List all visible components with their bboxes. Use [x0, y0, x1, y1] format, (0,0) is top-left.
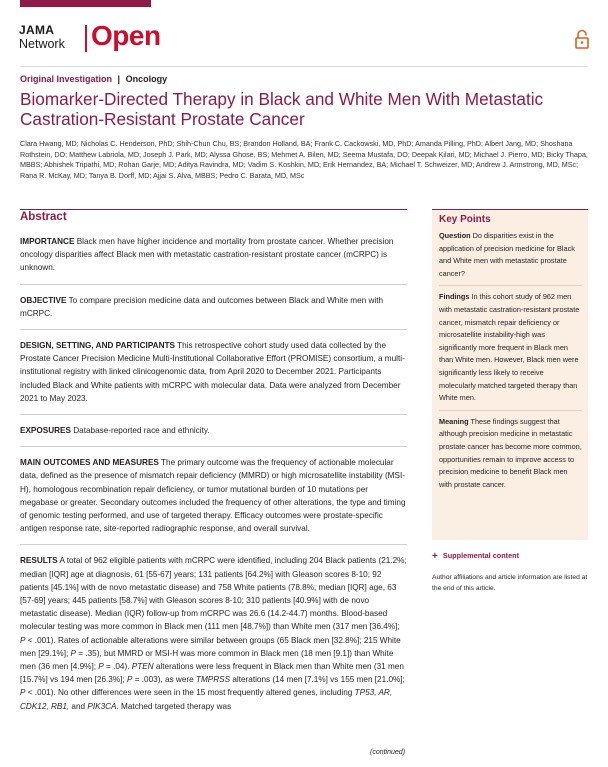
- abstract-importance: [20, 235, 407, 285]
- results-text-2: < .001). Rates of actionable alterations were similar between groups (65 Black men [32.8%]; 215 White men [29.1%];: [20, 635, 401, 658]
- outcomes-label: MAIN OUTCOMES AND MEASURES: [20, 458, 159, 468]
- article-topic[interactable]: Oncology: [125, 74, 168, 84]
- results-text-7: alterations (14 men [7.1%] vs 155 men [21.0%];: [230, 675, 405, 685]
- results-text-10: . Matched targeted therapy was: [116, 701, 232, 711]
- abstract-heading: Abstract: [20, 211, 67, 223]
- open-access-lock-icon[interactable]: [574, 29, 590, 49]
- gene-name: PIK3CA: [87, 701, 117, 711]
- abstract-body: [20, 235, 407, 731]
- plus-icon: +: [432, 551, 438, 562]
- p-value-label: P: [70, 648, 76, 658]
- results-text-8: < .001). No other differences were seen in the 15 most frequently altered genes, including: [25, 688, 353, 698]
- abstract-outcomes: [20, 456, 407, 545]
- design-text: This retrospective cohort study used data collected by the Prostate Cancer Precision Medicine Multi-Institutional Collaborative Effort (PROMISE) consortium, a multi-institutional registry with linked clinicogenomic data, from April 2020 to December 2021. Participants included Black and White patients with mCRPC with molecular data. Data were analyzed from December 2021 to May 2023.: [20, 341, 405, 403]
- gene-name: TMPRSS: [195, 675, 231, 685]
- author-list: Clara Hwang, MD; Nicholas C. Henderson, PhD; Shih-Chun Chu, BS; Brandon Holland, BA; Frank C. Cackowski, MD, PhD; Amanda Pilling, PhD; Albert Jang, MD; Shoshana Rothstein, DO; Matthew Labriola, MD; Joseph J. Park, MD; Alyssa Ghose, BS; Mehmet A. Bilen, MD; Seema Mustafa, DO; Deepak Kilari, MD; Michael J. Pierro, MD; Bicky Thapa, MBBS; Abhishek Tripathi, MD; Rohan Garje, MD; Aditya Ravindra, MD; Vadim S. Koshkin, MD; Erik Hernandez, BA; Michael T. Schweizer, MD; Andrew J. Armstrong, MD, MSc; Rana R. McKay, MD; Tanya B. Dorff, MD; Ajjai S. Alva, MBBS; Pedro C. Barata, MD, MSc: [20, 139, 588, 180]
- abstract-top-rule: [20, 209, 407, 210]
- abstract-exposures: [20, 424, 407, 447]
- meaning-label: Meaning: [439, 416, 469, 426]
- importance-text: Black men have higher incidence and mortality from prostate cancer. Whether precision oncology disparities affect Black men with metastatic castration-resistant prostate cancer (mCRPC) is unknown.: [20, 237, 394, 273]
- key-points-heading: Key Points: [439, 214, 491, 225]
- objective-label: OBJECTIVE: [20, 295, 67, 305]
- top-accent-bar: [20, 0, 151, 7]
- findings-label: Findings: [439, 292, 470, 302]
- exposures-label: EXPOSURES: [20, 426, 71, 436]
- article-title: Biomarker-Directed Therapy in Black and White Men With Metastatic Castration-Resistant Prostate Cancer: [20, 89, 544, 129]
- logo-jama-text: JAMA: [19, 23, 55, 37]
- supplemental-content-label: Supplemental content: [442, 551, 520, 560]
- abstract-objective: [20, 294, 407, 330]
- article-type-label: [20, 74, 167, 84]
- design-label: DESIGN, SETTING, AND PARTICIPANTS: [20, 341, 175, 351]
- logo-network-text: Network: [19, 37, 65, 51]
- article-type-separator: |: [117, 74, 121, 84]
- results-text-9: and: [69, 701, 86, 711]
- p-value-label: P: [126, 675, 133, 685]
- p-value-label: P: [20, 688, 26, 698]
- objective-text: To compare precision medicine data and outcomes between Black and White men with mCRPC.: [20, 295, 384, 318]
- author-affiliations-note: Author affiliations and article information are listed at the end of this article.: [432, 574, 588, 592]
- importance-label: IMPORTANCE: [20, 237, 75, 246]
- key-points-question: [439, 230, 582, 286]
- findings-text: In this cohort study of 962 men with metastatic castration-resistant prostate cancer, mismatch repair deficiency or microsatellite instability-high was significantly more frequent in Black men than White men. However, Black men were significantly less likely to receive molecularly matched targeted therapy than White men.: [439, 292, 580, 403]
- key-points-findings: [439, 291, 582, 410]
- logo-open-text: Open: [91, 20, 161, 51]
- gene-name: PTEN: [131, 662, 154, 672]
- outcomes-text: The primary outcome was the frequency of actionable molecular data, defined as the presence of mismatch repair deficiency (MMRD) or high microsatellite instability (MSI-H), homologous recombination repair deficiency, or tumor mutational burden of 10 mutations per megabase or greater. Secondary outcomes included the frequency of other alterations, the type and timing of genomic testing performed, and use of targeted therapy. Efficacy outcomes were prostate-specific antigen response rate, site-reported radiographic response, and overall survival.: [20, 458, 406, 534]
- results-text-1: A total of 962 eligible patients with mCRPC were identified, including 204 Black patients (21.2%; median [IQR] age at diagnosis, 61 [55-67] years; 131 patients [64.2%] with Gleason scores 8-10; 92 patients [45.1%] with de novo metastatic disease) and 758 White patients (78.8%; median [IQR] age, 63 [57-69] years; 445 patients [58.7%] with Gleason scores 8-10; 310 patients [40.9%] with de novo metastatic disease). Median (IQR) follow-up from mCRPC was 26.6 (14.2-44.7) months. Blood-based molecular testing was more common in Black men (111 men [48.7%]) than White men (317 men [36.4%];: [20, 556, 407, 632]
- header-divider: [20, 66, 588, 67]
- question-text: Do disparities exist in the application of precision medicine for Black and White men with metastatic prostate cancer?: [439, 231, 575, 278]
- key-points-body: [439, 230, 582, 501]
- results-text-5: alterations were less frequent in Black men than White men (31 men [15.7%] vs 194 men [26.3%];: [20, 662, 404, 685]
- results-text-4: = .04).: [103, 662, 130, 672]
- question-label: Question: [439, 231, 471, 240]
- abstract-design: [20, 339, 407, 415]
- results-text-6: = .003), as were: [132, 675, 194, 685]
- continued-label: (continued): [370, 749, 406, 756]
- article-type[interactable]: Original Investigation: [20, 74, 113, 84]
- results-text-3: = .35), but MMRD or MSI-H was more common in Black men (18 men [9.1]) than White men (36 men [4.9%];: [20, 648, 394, 672]
- key-points-box: [432, 209, 588, 540]
- supplemental-content-link[interactable]: [432, 551, 519, 562]
- p-value-label: P: [20, 635, 26, 645]
- meaning-text: These findings suggest that although precision medicine in metastatic prostate cancer has become more common, opportunities remain to improve access to precision medicine to benefit Black men with prostate cancer.: [439, 416, 582, 489]
- exposures-text: Database-reported race and ethnicity.: [73, 426, 210, 436]
- key-points-meaning: [439, 416, 582, 497]
- gene-name: TP53, AR, CDK12, RB1,: [20, 688, 393, 711]
- abstract-results: [20, 554, 407, 721]
- results-label: RESULTS: [20, 556, 58, 566]
- logo-divider: [85, 25, 87, 52]
- p-value-label: P: [98, 662, 104, 672]
